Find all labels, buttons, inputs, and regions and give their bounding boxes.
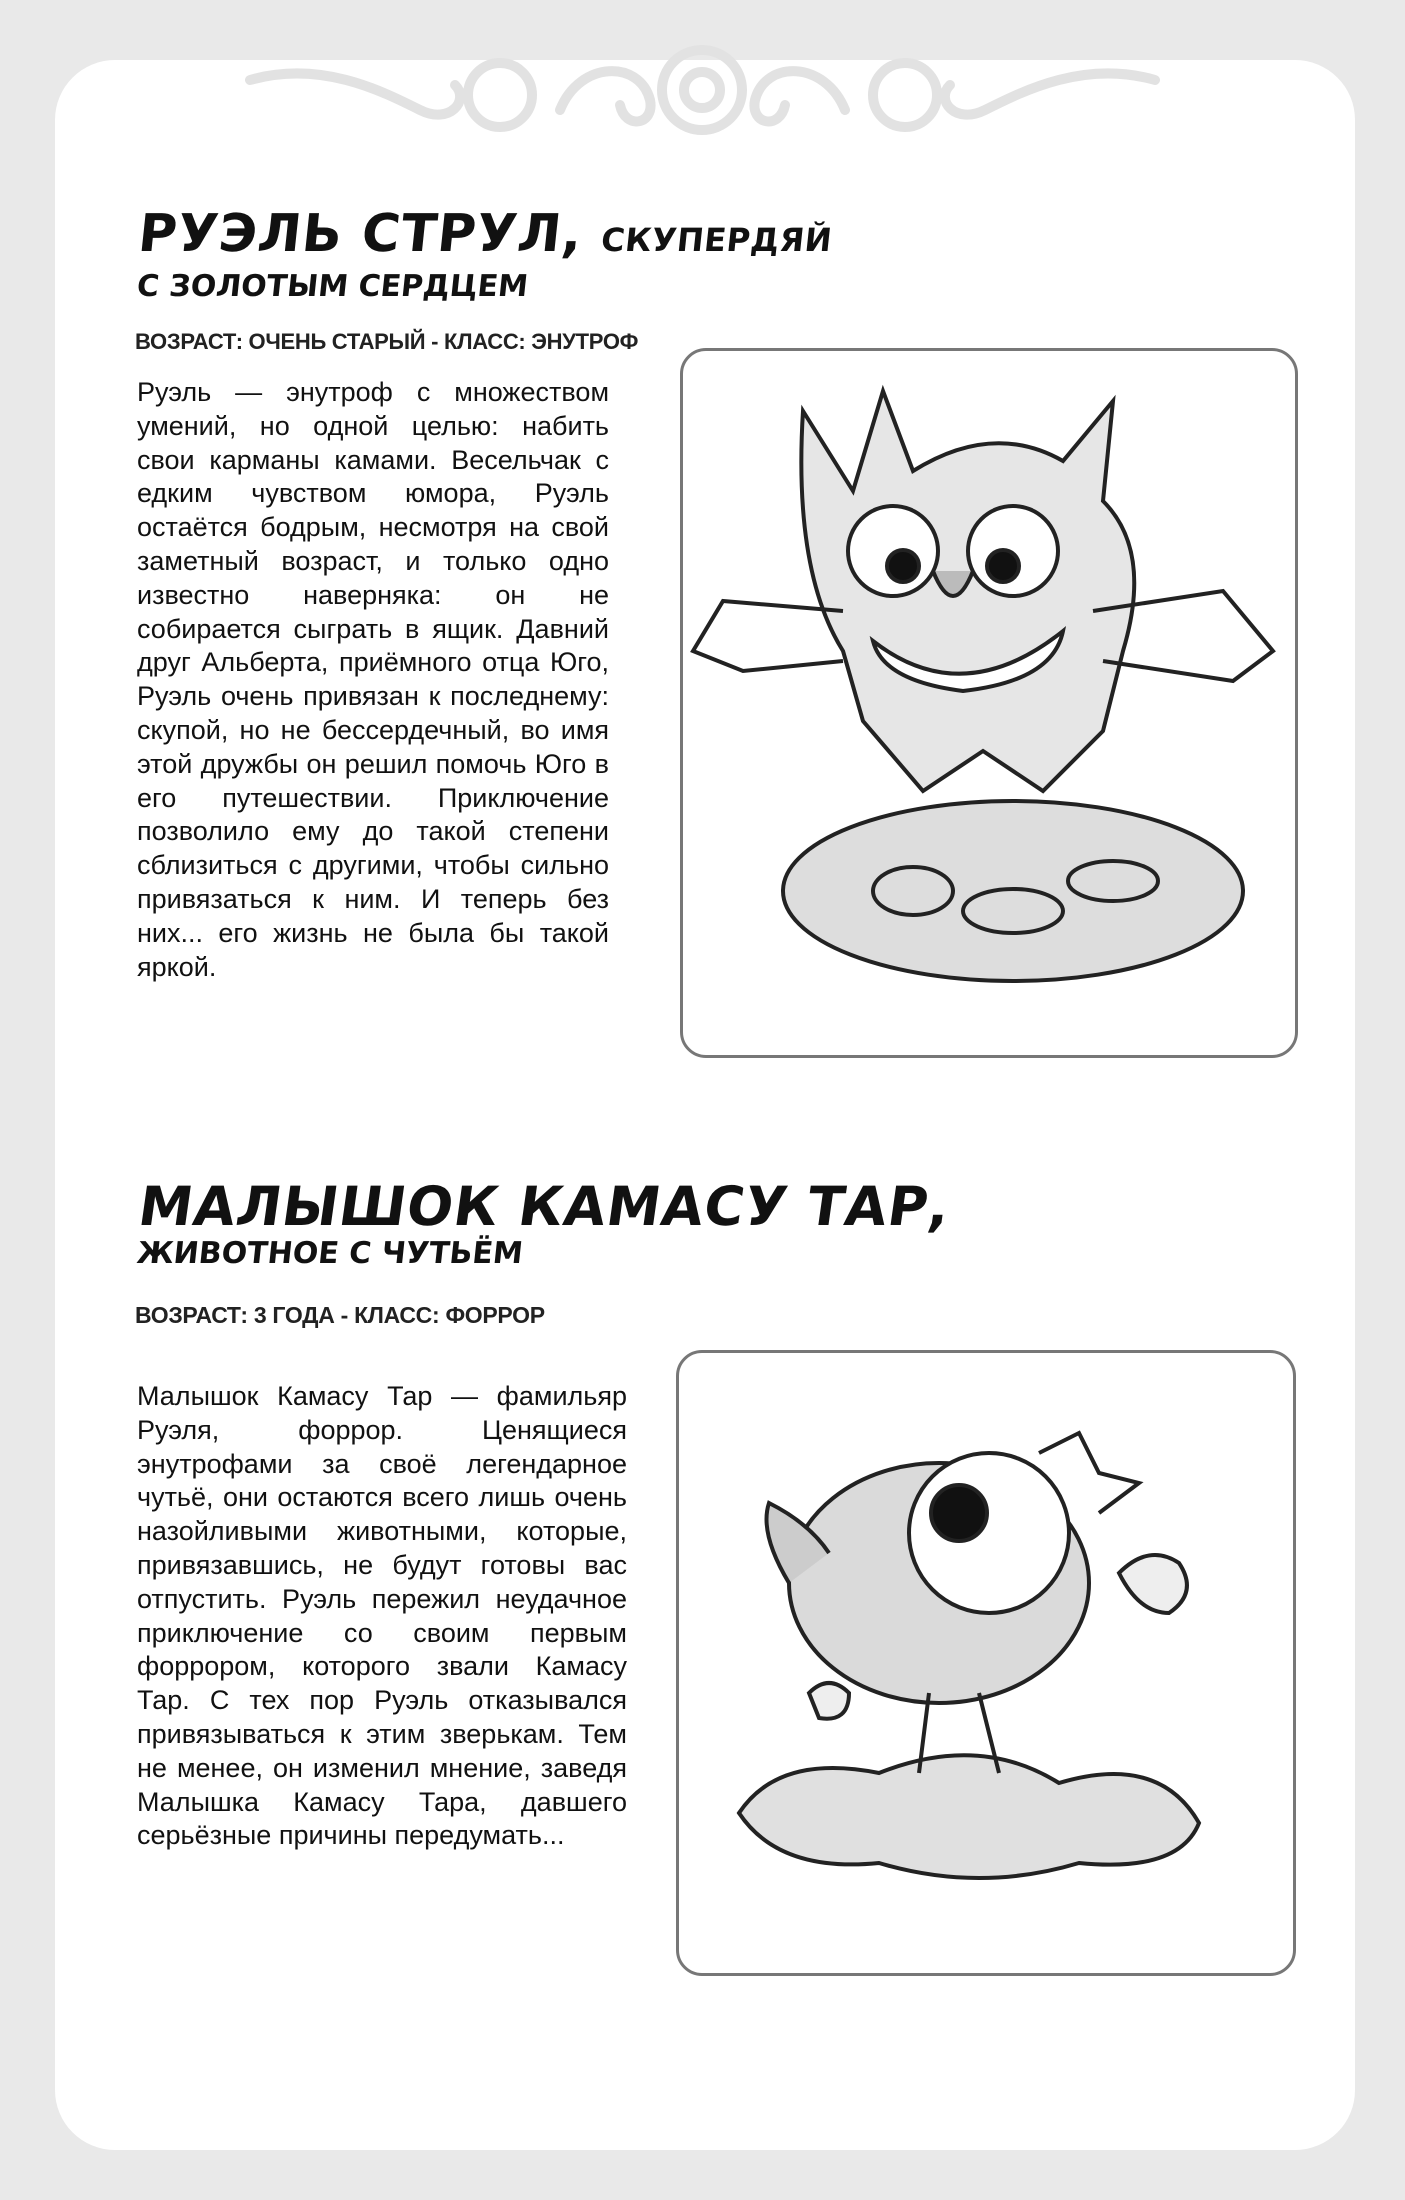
kamasu-drawing xyxy=(679,1353,1293,1973)
ornament-header xyxy=(0,0,1405,200)
title-ruel xyxy=(135,205,1302,269)
description-kamasu: Малышок Камасу Тар — фамильяр Руэля, форрор. Ценящиеся энутрофами за своё легендарное чутьё, они остаются всего лишь очень назойливыми животными, которые, привязавшись, не будут готовы вас отпустить. Руэль пережил неудачное приключение со своим первым форрором, которого звали Камасу Тар. С тех пор Руэль отказывался привязываться к этим зверькам. Тем не менее, он изменил мнение, заведя Малышка Камасу Тара, давшего серьёзные причины передумать... xyxy=(137,1381,627,1851)
title-name: РУЭЛЬ СТРУЛ, xyxy=(135,204,586,264)
title-kamasu-line2: ЖИВОТНОЕ С ЧУТЬЁМ xyxy=(135,1236,525,1271)
section-ruel xyxy=(135,205,1295,355)
section-kamasu xyxy=(134,1175,1295,1329)
illustration-ruel xyxy=(680,348,1298,1058)
description-ruel: Руэль — энутроф с множеством умений, но одной целью: набить свои карманы камами. Весельчак с едким чувством юмора, Руэль остаётся бодрым, несмотря на свой заметный возраст, и только одно известно наверняка: он не собирается сыграть в ящик. Давний друг Альберта, приёмного отца Юго, Руэль очень привязан к последнему: скупой, но не бессердечный, во имя этой дружбы он решил помочь Юго в его путешествии. Приключение позволило ему до такой степени сблизиться с другими, чтобы сильно привязаться к ним. И теперь без них... его жизнь не была бы такой яркой. xyxy=(137,377,609,982)
age-class-ruel: ВОЗРАСТ: ОЧЕНЬ СТАРЫЙ - КЛАСС: ЭНУТРОФ xyxy=(135,329,639,354)
illustration-kamasu xyxy=(676,1350,1296,1976)
title-ruel-line2: С ЗОЛОТЫМ СЕРДЦЕМ xyxy=(135,269,530,304)
title-kamasu: МАЛЫШОК КАМАСУ ТАР, xyxy=(134,1175,955,1238)
ruel-drawing xyxy=(683,351,1295,1055)
age-class-kamasu: ВОЗРАСТ: 3 ГОДА - КЛАСС: ФОРРОР xyxy=(135,1302,545,1328)
title-subtitle: СКУПЕРДЯЙ xyxy=(599,221,835,259)
